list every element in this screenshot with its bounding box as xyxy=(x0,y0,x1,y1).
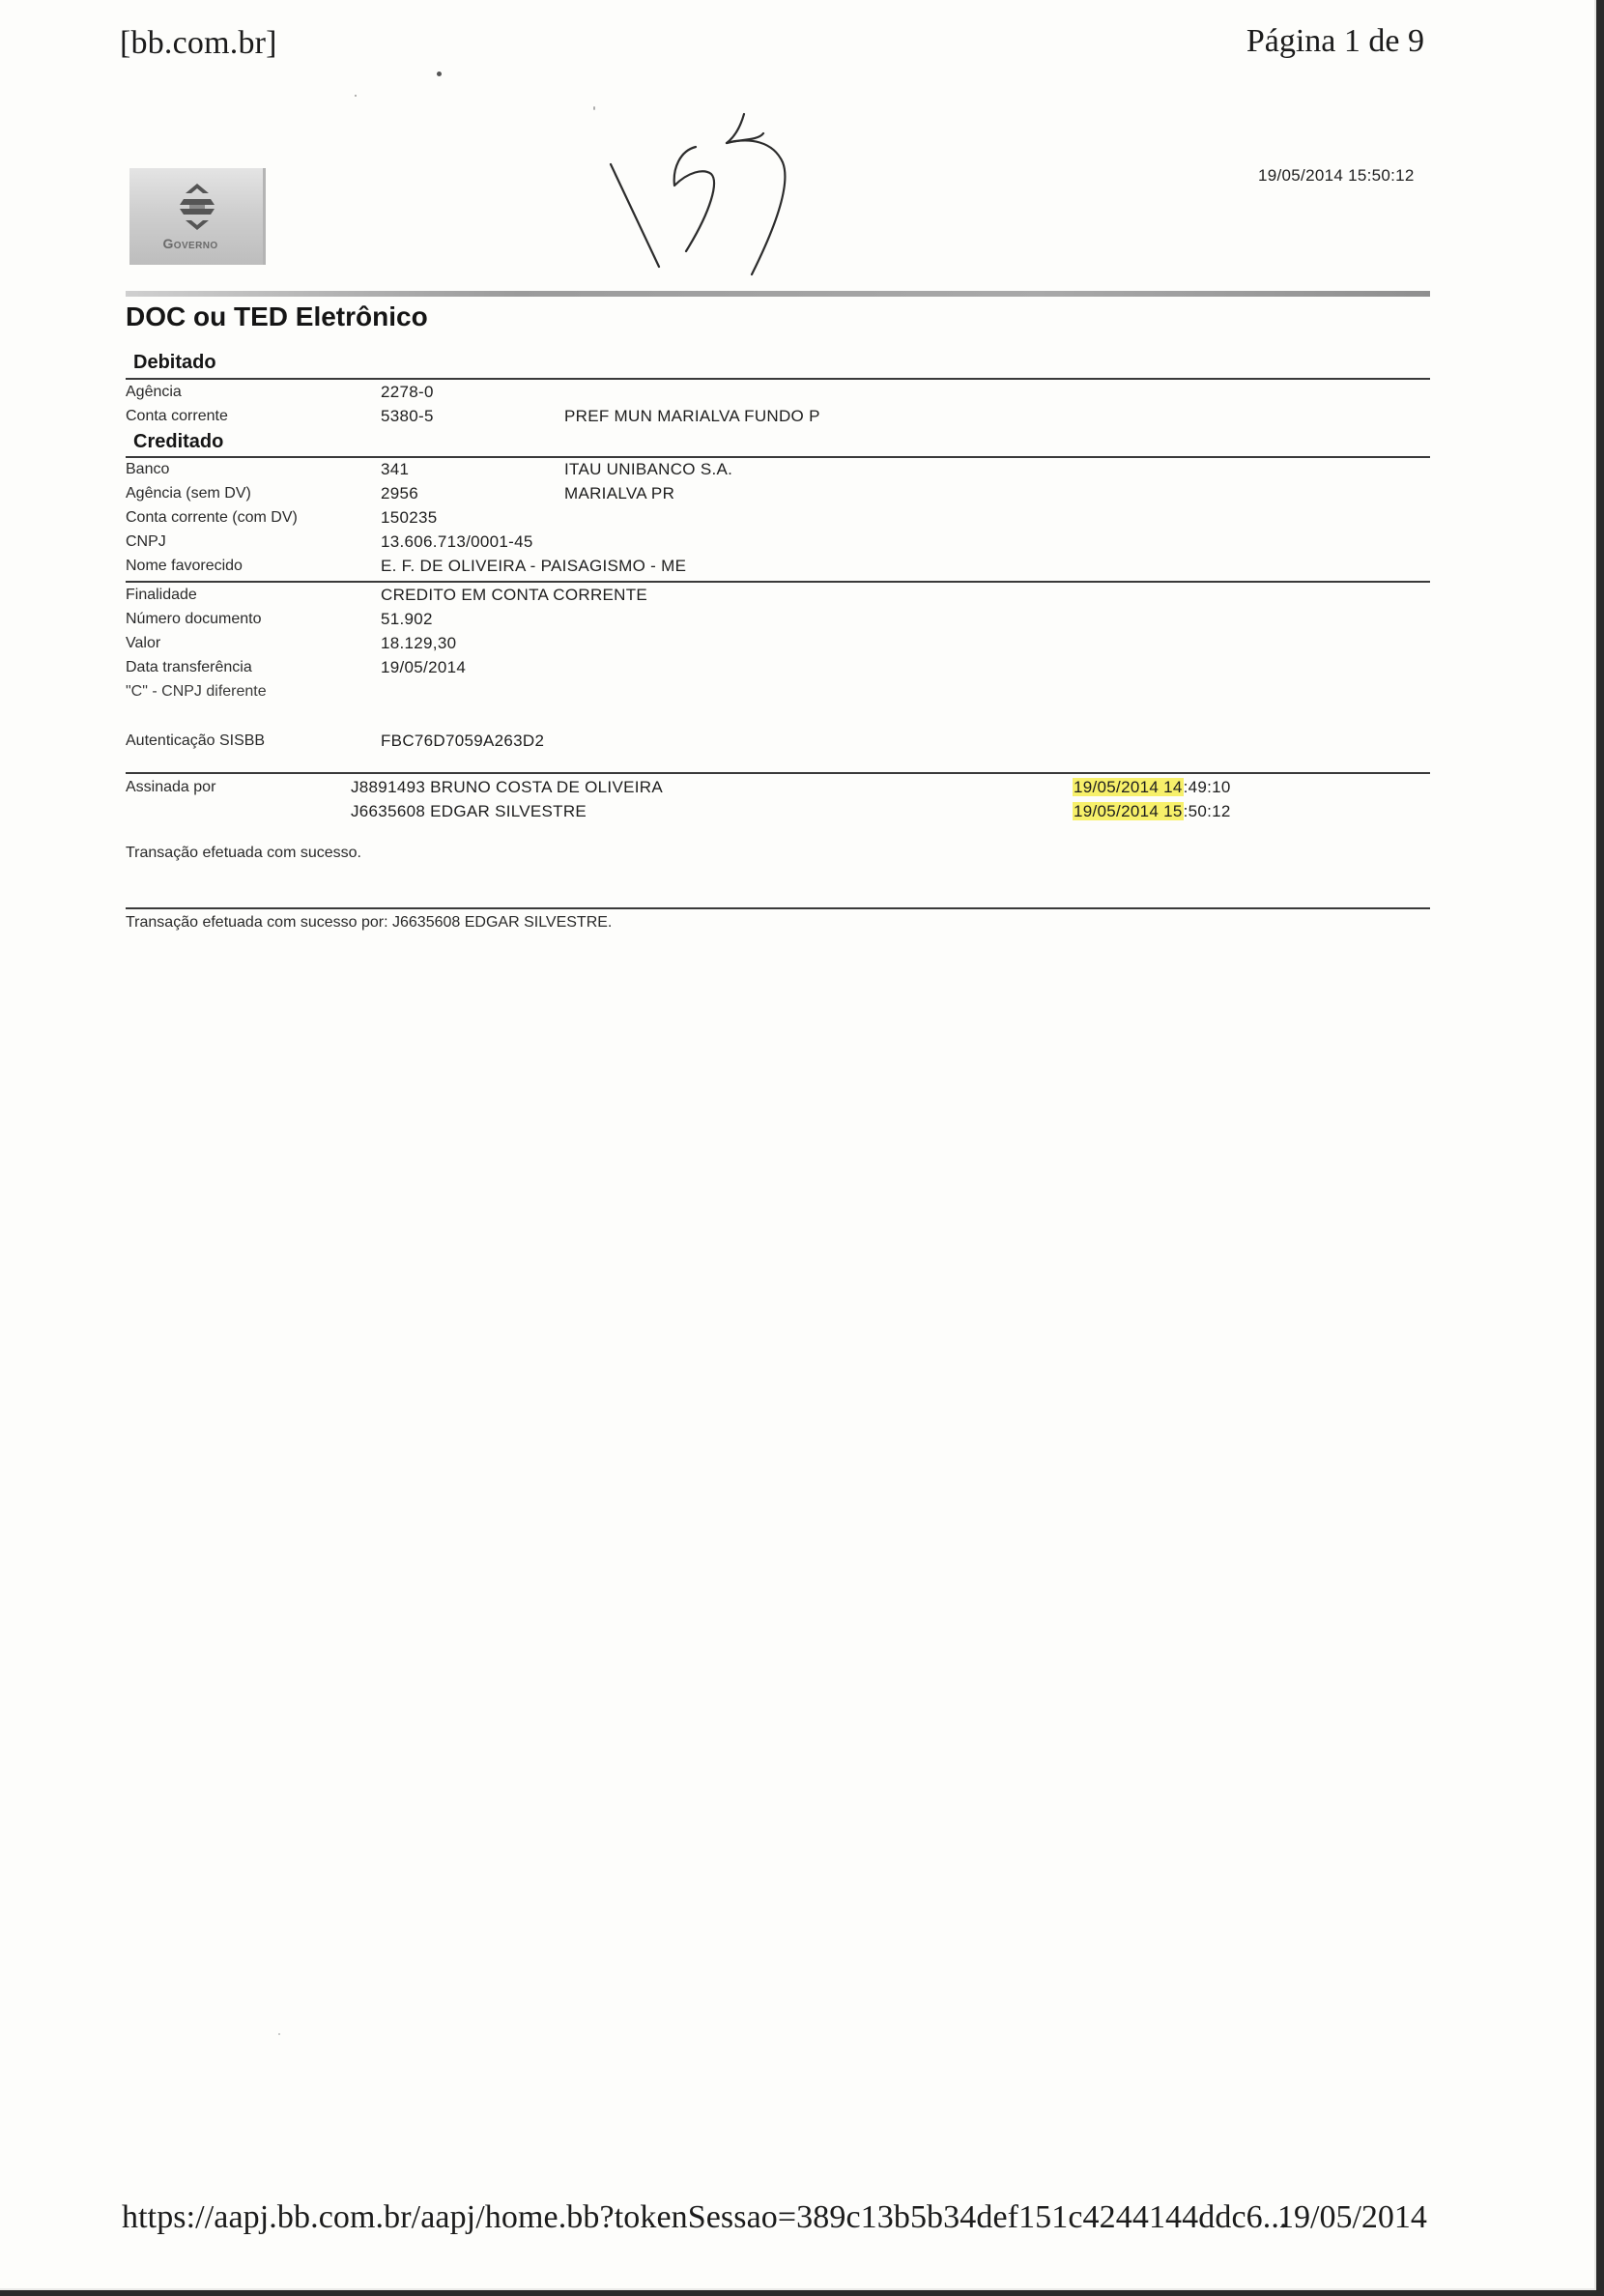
detalhe-label-cnpj-diferente: "C" - CNPJ diferente xyxy=(126,683,267,700)
debitado-label-agencia: Agência xyxy=(126,384,182,400)
creditado-label-agencia: Agência (sem DV) xyxy=(126,485,251,502)
detalhe-label-valor: Valor xyxy=(126,635,161,651)
print-footer-date: 19/05/2014 xyxy=(1277,2199,1427,2235)
signer-name: J8891493 BRUNO COSTA DE OLIVEIRA xyxy=(351,778,663,796)
scan-speck xyxy=(355,95,357,97)
detalhe-label-numero-documento: Número documento xyxy=(126,611,262,627)
page-title: DOC ou TED Eletrônico xyxy=(126,301,428,331)
scan-speck xyxy=(278,2033,280,2035)
signer-date-highlight: 19/05/2014 14 xyxy=(1074,778,1183,796)
detalhe-label-data-transferencia: Data transferência xyxy=(126,659,252,675)
debitado-value-conta: 5380-5 xyxy=(381,407,434,425)
signer-date-rest: :49:10 xyxy=(1183,778,1231,796)
creditado-branch-city: MARIALVA PR xyxy=(564,484,675,502)
creditado-bank-name: ITAU UNIBANCO S.A. xyxy=(564,460,733,478)
handwritten-annotation xyxy=(580,104,870,278)
print-footer-url: https://aapj.bb.com.br/aapj/home.bb?tokenSessao=389c13b5b34def151c4244144ddc6... xyxy=(122,2199,1288,2235)
detalhe-value-numero-documento: 51.902 xyxy=(381,610,433,628)
autenticacao-label: Autenticação SISBB xyxy=(126,732,266,749)
section-divider xyxy=(126,907,1430,909)
signer-date-rest: :50:12 xyxy=(1183,802,1231,820)
section-divider xyxy=(126,772,1430,774)
print-timestamp: 19/05/2014 15:50:12 xyxy=(1258,166,1415,185)
detalhe-value-data-transferencia: 19/05/2014 xyxy=(381,658,467,676)
creditado-value-favorecido: E. F. DE OLIVEIRA - PAISAGISMO - ME xyxy=(381,557,687,575)
creditado-label-banco: Banco xyxy=(126,461,170,477)
section-divider xyxy=(126,581,1430,583)
section-divider xyxy=(126,378,1430,380)
signer-date-highlight: 19/05/2014 15 xyxy=(1074,802,1183,820)
final-status-message: Transação efetuada com sucesso por: J6635608 EDGAR SILVESTRE. xyxy=(126,914,613,931)
debitado-holder-name: PREF MUN MARIALVA FUNDO P xyxy=(564,407,820,425)
signer-name: J6635608 EDGAR SILVESTRE xyxy=(351,802,587,820)
section-divider xyxy=(126,456,1430,458)
banco-do-brasil-logo-icon xyxy=(170,180,224,234)
section-title-creditado: Creditado xyxy=(133,431,224,452)
assinatura-label: Assinada por xyxy=(126,779,216,795)
detalhe-value-finalidade: CREDITO EM CONTA CORRENTE xyxy=(381,586,648,604)
creditado-label-favorecido: Nome favorecido xyxy=(126,558,243,574)
status-message: Transação efetuada com sucesso. xyxy=(126,845,361,861)
header-divider xyxy=(126,291,1430,297)
print-header-site: [bb.com.br] xyxy=(120,25,277,61)
creditado-label-conta: Conta corrente (com DV) xyxy=(126,509,298,526)
detalhe-value-valor: 18.129,30 xyxy=(381,634,457,652)
signer-date xyxy=(1073,778,1231,797)
governo-logo xyxy=(129,168,266,265)
debitado-value-agencia: 2278-0 xyxy=(381,383,434,401)
creditado-label-cnpj: CNPJ xyxy=(126,533,166,550)
detalhe-label-finalidade: Finalidade xyxy=(126,587,197,603)
signer-date xyxy=(1073,802,1231,821)
autenticacao-value: FBC76D7059A263D2 xyxy=(381,732,545,750)
creditado-value-cnpj: 13.606.713/0001-45 xyxy=(381,532,533,551)
creditado-value-agencia: 2956 xyxy=(381,484,419,502)
creditado-value-conta: 150235 xyxy=(381,508,438,527)
scan-speck xyxy=(437,72,442,76)
creditado-value-banco: 341 xyxy=(381,460,410,478)
debitado-label-conta: Conta corrente xyxy=(126,408,228,424)
logo-wordmark: Governo xyxy=(162,236,218,251)
section-title-debitado: Debitado xyxy=(133,352,216,373)
print-header-page-number: Página 1 de 9 xyxy=(1246,23,1424,59)
